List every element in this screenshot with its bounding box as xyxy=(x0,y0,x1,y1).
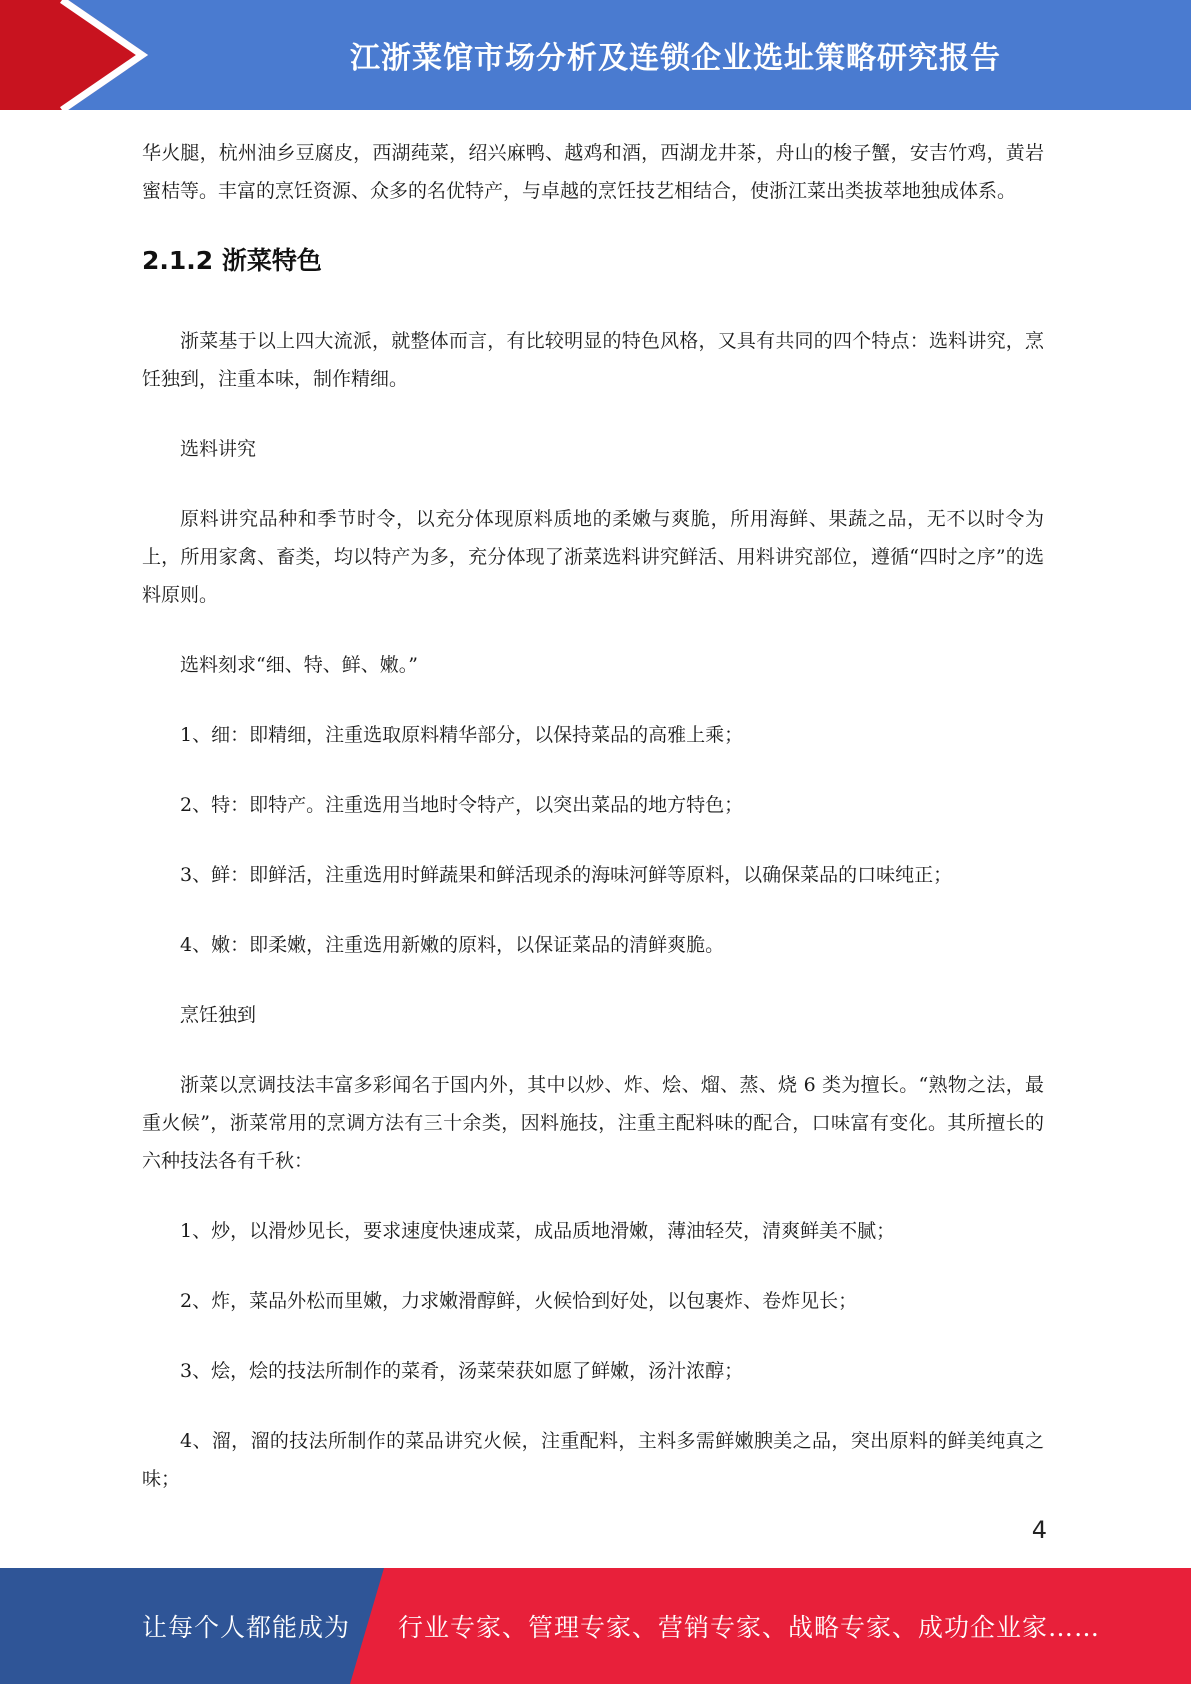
subheading-paragraph: 烹饪独到 xyxy=(180,1004,257,1026)
section-heading: 2.1.2 浙菜特色 xyxy=(142,246,322,275)
list-item: 1、炒，以滑炒见长，要求速度快速成菜，成品质地滑嫩，薄油轻芡，清爽鲜美不腻； xyxy=(180,1220,896,1242)
paragraph: 选料刻求“细、特、鲜、嫩。” xyxy=(180,654,418,676)
page-number: 4 xyxy=(1031,1516,1047,1544)
page-footer xyxy=(0,1568,1191,1684)
intro-paragraph: 华火腿，杭州油乡豆腐皮，西湖莼菜，绍兴麻鸭、越鸡和酒，西湖龙井茶，舟山的梭子蟹，安吉竹鸡，黄岩蜜桔等。丰富的烹饪资源、众多的名优特产，与卓越的烹饪技艺相结合，使浙江菜出类拔萃地独成体系。 xyxy=(142,142,1044,202)
list-item: 4、溜，溜的技法所制作的菜品讲究火候，注重配料，主料多需鲜嫩腴美之品，突出原料的鲜美纯真之味； xyxy=(142,1430,1044,1490)
footer-slogan-left: 让每个人都能成为 xyxy=(142,1613,351,1642)
document-title: 江浙菜馆市场分析及连锁企业选址策略研究报告 xyxy=(350,41,1001,76)
page-header xyxy=(0,0,1191,110)
header-chevron-decoration xyxy=(0,0,160,110)
footer-slogan-right: 行业专家、管理专家、营销专家、战略专家、成功企业家…… xyxy=(398,1613,1101,1642)
document-body xyxy=(142,134,1044,1530)
list-item: 4、嫩：即柔嫩，注重选用新嫩的原料，以保证菜品的清鲜爽脆。 xyxy=(180,934,725,956)
list-item: 3、鲜：即鲜活，注重选用时鲜蔬果和鲜活现杀的海味河鲜等原料，以确保菜品的口味纯正； xyxy=(180,864,953,886)
list-item: 2、特：即特产。注重选用当地时令特产，以突出菜品的地方特色； xyxy=(180,794,744,816)
list-item: 3、烩，烩的技法所制作的菜肴，汤菜荣获如愿了鲜嫩，汤汁浓醇； xyxy=(180,1360,744,1382)
paragraph: 原料讲究品种和季节时令，以充分体现原料质地的柔嫩与爽脆，所用海鲜、果蔬之品，无不以时令为上，所用家禽、畜类，均以特产为多，充分体现了浙菜选料讲究鲜活、用料讲究部位，遵循“四时之序”的选料原则。 xyxy=(142,508,1044,606)
list-item: 1、细：即精细，注重选取原料精华部分，以保持菜品的高雅上乘； xyxy=(180,724,744,746)
paragraph: 浙菜以烹调技法丰富多彩闻名于国内外，其中以炒、炸、烩、熘、蒸、烧 6 类为擅长。“熟物之法，最重火候”，浙菜常用的烹调方法有三十余类，因料施技，注重主配料味的配合，口味富有变化。其所擅长的六种技法各有千秋： xyxy=(142,1074,1044,1172)
list-item: 2、炸，菜品外松而里嫩，力求嫩滑醇鲜，火候恰到好处，以包裹炸、卷炸见长； xyxy=(180,1290,858,1312)
subheading-paragraph: 选料讲究 xyxy=(180,438,257,460)
paragraph: 浙菜基于以上四大流派，就整体而言，有比较明显的特色风格，又具有共同的四个特点：选料讲究，烹饪独到，注重本味，制作精细。 xyxy=(142,330,1044,390)
